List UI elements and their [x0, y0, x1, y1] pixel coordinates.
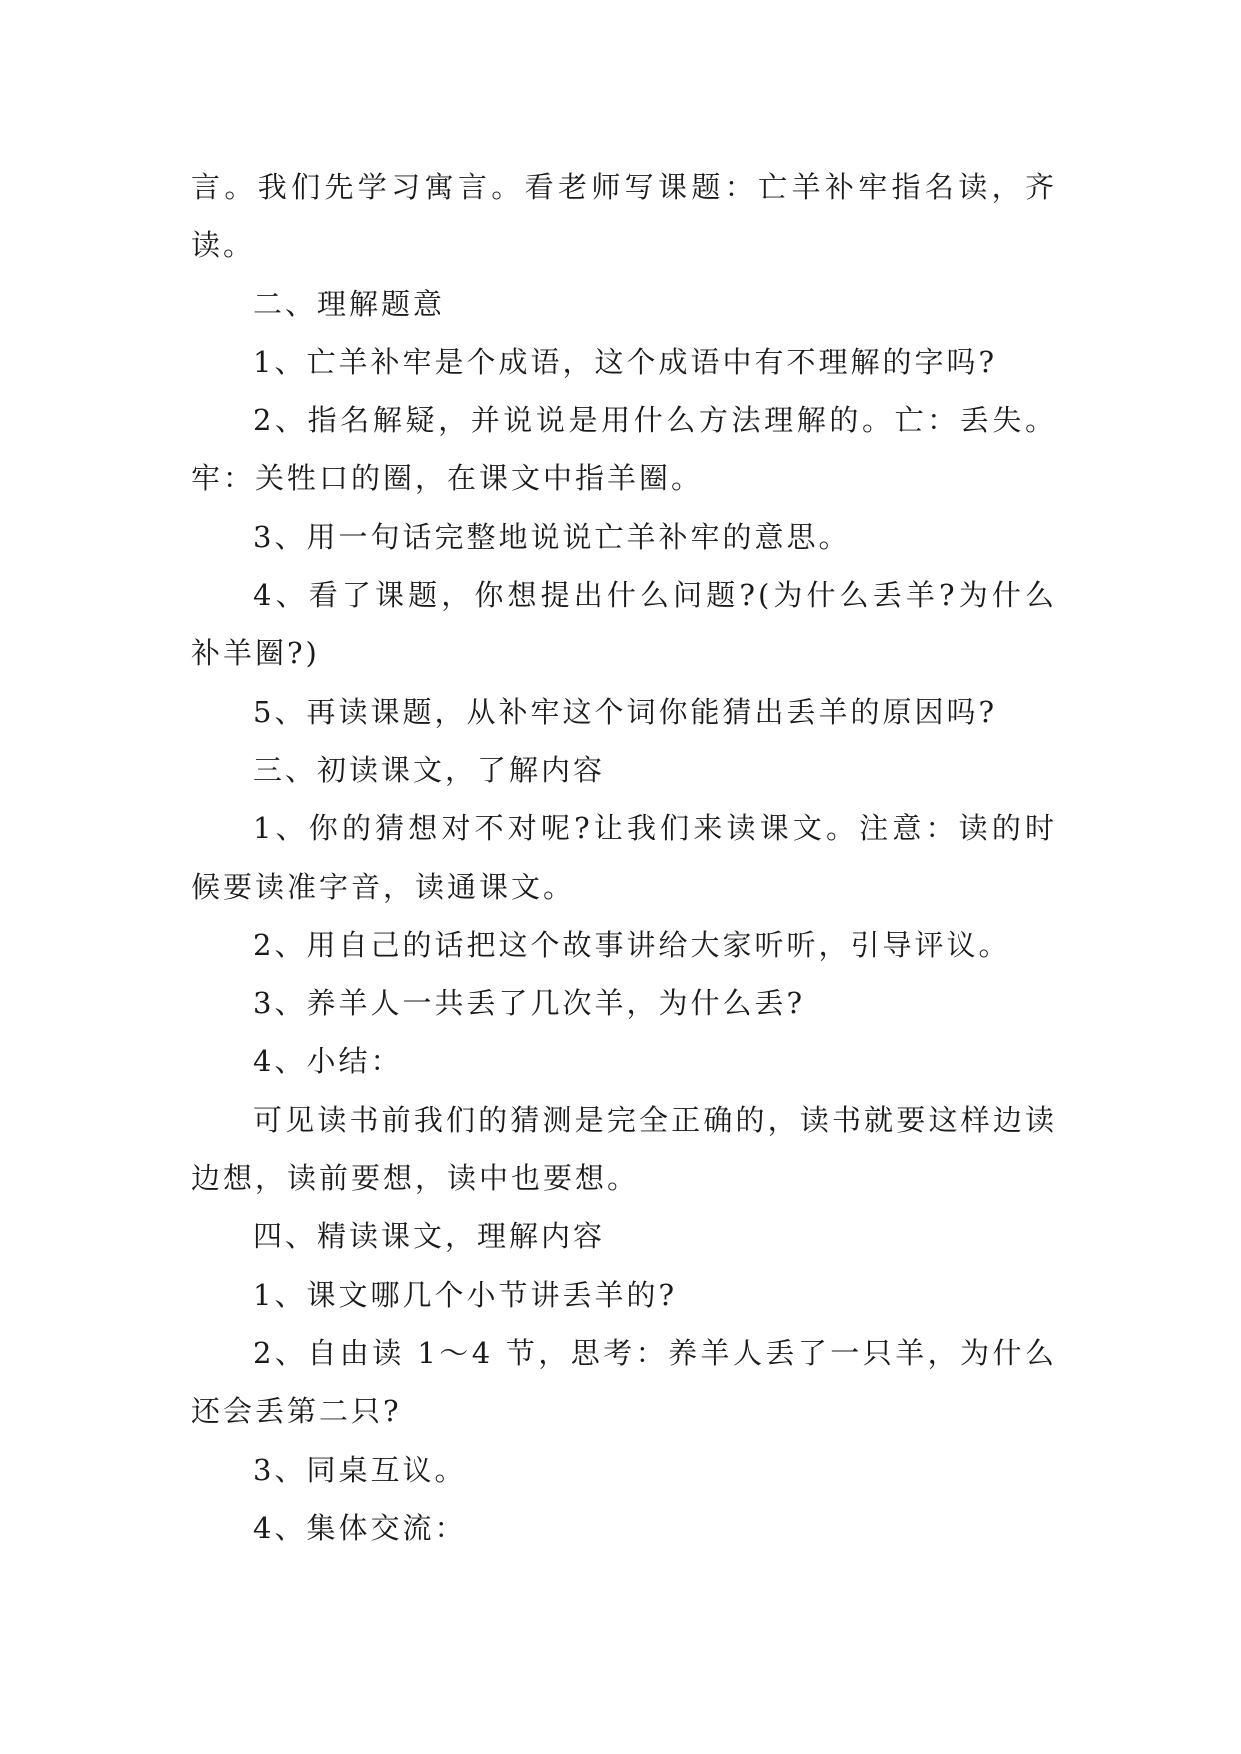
section-heading-4: 四、精读课文，理解内容 [253, 1219, 606, 1254]
list-item: 3、养羊人一共丢了几次羊，为什么丢? [253, 986, 805, 1021]
summary-paragraph: 可见读书前我们的猜测是完全正确的，读书就要这样边读边想，读前要想，读中也要想。 [191, 1102, 1057, 1196]
list-item: 3、用一句话完整地说说亡羊补牢的意思。 [253, 519, 851, 554]
list-item: 1、课文哪几个小节讲丢羊的? [253, 1277, 677, 1312]
list-item: 1、亡羊补牢是个成语，这个成语中有不理解的字吗? [253, 344, 997, 379]
list-item: 4、看了课题，你想提出什么问题?(为什么丢羊?为什么补羊圈?) [191, 578, 1057, 671]
document-body [191, 158, 1057, 1557]
list-item: 3、同桌互议。 [253, 1452, 467, 1487]
list-item: 2、用自己的话把这个故事讲给大家听听，引导评议。 [253, 927, 1011, 962]
list-item: 4、小结： [253, 1044, 403, 1079]
list-item: 5、再读课题，从补牢这个词你能猜出丢羊的原因吗? [253, 694, 997, 729]
section-heading-3: 三、初读课文，了解内容 [253, 752, 606, 787]
list-item: 2、自由读 1～4 节，思考：养羊人丢了一只羊，为什么还会丢第二只? [191, 1335, 1057, 1429]
list-item: 4、集体交流： [253, 1510, 467, 1545]
paragraph-continued: 言。我们先学习寓言。看老师写课题：亡羊补牢指名读，齐读。 [191, 170, 1057, 263]
list-item: 2、指名解疑，并说说是用什么方法理解的。亡：丢失。牢：关牲口的圈，在课文中指羊圈。 [191, 403, 1057, 496]
section-heading-2: 二、理解题意 [253, 286, 446, 321]
list-item: 1、你的猜想对不对呢?让我们来读课文。注意：读的时候要读准字音，读通课文。 [191, 811, 1057, 904]
